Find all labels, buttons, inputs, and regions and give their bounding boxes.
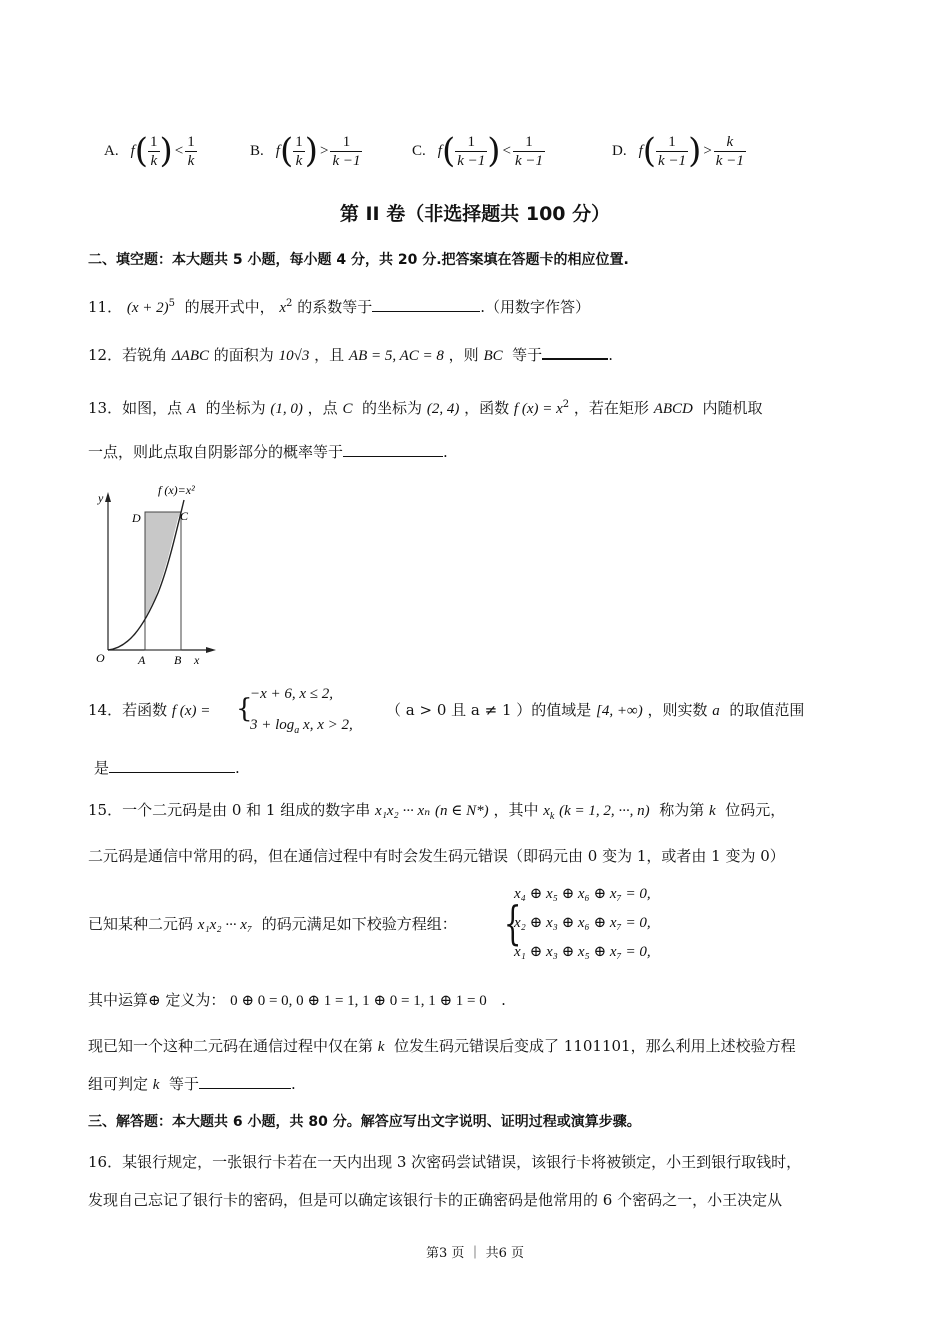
option-op: < (502, 142, 511, 159)
math-expr: [4, +∞) (596, 703, 643, 719)
math-expr: (2, 4) (426, 401, 460, 417)
math-exponent: 2 (286, 298, 293, 309)
question-text: . (501, 991, 506, 1009)
question-13-line2 (88, 442, 448, 462)
question-text: 的码元满足如下校验方程组： (261, 915, 457, 933)
question-text: 的面积为 (213, 346, 274, 364)
question-text: 的展开式中， (184, 298, 275, 316)
math-subscript: k (549, 811, 555, 822)
frac-den: k (187, 152, 195, 169)
frac-num: 1 (295, 133, 303, 150)
label-y: y (98, 491, 104, 505)
question-text: . (443, 443, 448, 461)
question-text: ，其中 (493, 801, 539, 819)
question-text: ，若在矩形 (573, 399, 649, 417)
question-13-line1 (88, 395, 762, 419)
math-var: x (279, 300, 287, 316)
question-16-line2: 发现自己忘记了银行卡的密码，但是可以确定该银行卡的正确密码是他常用的 6 个密码之一，小王决定从 (88, 1191, 783, 1209)
label-c: C (180, 509, 189, 523)
math-expr: (1, 0) (270, 401, 303, 417)
math-expr: 0 ⊕ 0 = 0, 0 ⊕ 1 = 1, 1 ⊕ 0 = 1, 1 ⊕ 1 = 0 (230, 993, 487, 1009)
question-11 (88, 294, 590, 318)
figure-parabola-rectangle (88, 478, 228, 670)
question-text: . (235, 759, 240, 777)
question-text: ，函数 (464, 399, 510, 417)
x-axis-arrow (206, 647, 216, 653)
label-o: O (96, 651, 105, 665)
question-text: 内随机取 (702, 399, 763, 417)
question-text: （ a > 0 且 a ≠ 1 ）的值域是 (386, 701, 592, 719)
frac-den: k −1 (658, 152, 687, 169)
math-exponent: 2 (562, 399, 570, 410)
question-16-line1: 16．某银行规定，一张银行卡若在一天内出现 3 次密码尝试错误，该银行卡将被锁定，小王到银行取钱时， (88, 1153, 802, 1171)
option-label: C. (412, 142, 426, 159)
option-arg-fraction (656, 133, 688, 170)
math-expr: AB = 5, AC = 8 (348, 348, 444, 364)
option-op: > (703, 142, 712, 159)
frac-den: k −1 (514, 152, 543, 169)
option-rhs-fraction (513, 133, 545, 170)
frac-num: 1 (150, 133, 158, 150)
math-expr: x, x > 2, (299, 717, 353, 733)
question-text: 现已知一个这种二元码在通信过程中仅在第 (88, 1037, 374, 1055)
question-12 (88, 344, 613, 366)
answer-blank[interactable] (542, 344, 608, 360)
question-number: 11． (88, 298, 123, 316)
math-var: a (712, 703, 720, 719)
option-rhs-fraction (714, 133, 746, 170)
label-d: D (132, 511, 141, 525)
question-14-start (88, 700, 210, 721)
question-text: 是 (94, 759, 110, 777)
math-var: A (186, 401, 197, 417)
option-func: f (638, 142, 643, 159)
option-func: f (130, 142, 135, 159)
option-arg-fraction (293, 133, 305, 170)
option-rhs-fraction (185, 133, 197, 170)
question-text: ，且 (314, 346, 345, 364)
math-var: BC (483, 348, 503, 364)
func-label: f (x)=x² (158, 483, 195, 497)
math-var: x (543, 803, 550, 819)
question-text: 的坐标为 (205, 399, 266, 417)
label-a: A (138, 653, 146, 667)
question-15-line1 (88, 800, 785, 827)
question-text: .（用数字作答） (480, 298, 590, 316)
question-text: 等于 (169, 1075, 200, 1093)
piecewise-case-1: −x + 6, x ≤ 2, (250, 686, 334, 702)
option-arg-fraction (455, 133, 487, 170)
question-text: 其中运算⊕ 定义为： (88, 991, 226, 1009)
option-label: B. (250, 142, 264, 159)
math-exponent: 5 (168, 298, 176, 309)
question-text: 的取值范围 (729, 701, 805, 719)
math-expr: x₁x₂ ··· x₇ (197, 917, 253, 933)
question-text: 称为第 (659, 801, 705, 819)
option-b: B. f ( $\frac{1}{k}$ ) > $\frac{1}{k -1}$ (250, 131, 361, 171)
math-expr: (x + 2) (126, 300, 169, 316)
section-heading: 三、解答题：本大题共 6 小题，共 80 分。解答应写出文字说明、证明过程或演算步骤。 (88, 1114, 641, 1130)
frac-num: 1 (330, 133, 362, 152)
label-b: B (174, 653, 182, 667)
y-axis-arrow (105, 492, 111, 502)
question-text: 组可判定 (88, 1075, 149, 1093)
system-brace: { (503, 896, 522, 950)
question-text: 位码元， (725, 801, 786, 819)
math-expr: f (x) = (171, 703, 211, 719)
question-text: ，点 (307, 399, 338, 417)
label-x: x (194, 653, 200, 667)
question-text: 的坐标为 (362, 399, 423, 417)
answer-blank[interactable] (109, 758, 235, 773)
frac-num: k (714, 133, 746, 152)
option-d: D. f ( $\frac{1}{k -1}$ ) > $\frac{k}{k -1}$ (612, 131, 744, 171)
frac-den: k (150, 152, 158, 169)
equation-3: x₁ ⊕ x₃ ⊕ x₅ ⊕ x₇ = 0, (514, 944, 651, 960)
question-text: ，则 (448, 346, 479, 364)
question-14-rest (386, 700, 804, 721)
answer-blank[interactable] (343, 442, 443, 457)
math-expr: 10√3 (278, 348, 310, 364)
question-text: ，则实数 (647, 701, 708, 719)
question-text: 的系数等于 (297, 298, 373, 316)
section-title: 第 II 卷（非选择题共 100 分） (339, 203, 611, 225)
frac-num: 1 (513, 133, 545, 152)
option-arg-fraction (148, 133, 160, 170)
equation-1: x₄ ⊕ x₅ ⊕ x₆ ⊕ x₇ = 0, (514, 886, 651, 902)
question-text: . (291, 1075, 296, 1093)
question-text: 14．若函数 (88, 701, 168, 719)
option-op: > (319, 142, 329, 159)
math-expr: (n ∈ N*) (435, 803, 489, 819)
option-a: A. f ( $\frac{1}{k}$ ) < $\frac{1}{k}$ (104, 131, 195, 171)
math-expr: 3 + log (250, 717, 295, 733)
question-15-line5 (88, 1036, 796, 1057)
section-heading: 二、填空题：本大题共 5 小题，每小题 4 分，共 20 分.把答案填在答题卡的相应位置. (88, 252, 629, 268)
frac-num: 1 (455, 133, 487, 152)
math-var: ABCD (653, 401, 693, 417)
option-func: f (275, 142, 280, 159)
frac-den: k (295, 152, 303, 169)
frac-den: k −1 (457, 152, 486, 169)
question-14-line2 (94, 758, 240, 778)
option-label: D. (612, 142, 627, 159)
question-15-line6 (88, 1074, 296, 1095)
math-var: k (709, 803, 716, 819)
question-text: 等于 (512, 346, 543, 364)
option-func: f (437, 142, 442, 159)
math-var: C (342, 401, 353, 417)
frac-den: k −1 (332, 152, 361, 169)
question-text: . (608, 346, 613, 364)
math-var: k (152, 1077, 160, 1093)
option-rhs-fraction (330, 133, 362, 170)
question-15-line4 (88, 990, 506, 1011)
math-expr: ΔABC (171, 348, 210, 364)
question-text: 12．若锐角 (88, 346, 168, 364)
question-text: 已知某种二元码 (88, 915, 194, 933)
option-op: < (174, 142, 184, 159)
equation-2: x₂ ⊕ x₃ ⊕ x₆ ⊕ x₇ = 0, (514, 915, 651, 931)
frac-den: k −1 (715, 152, 744, 169)
math-expr: (k = 1, 2, ···, n) (559, 803, 650, 819)
frac-num: 1 (656, 133, 688, 152)
option-label: A. (104, 142, 119, 159)
question-15-line3 (88, 914, 457, 935)
math-expr: x₁x₂ ··· xₙ (375, 803, 431, 819)
frac-num: 1 (187, 133, 195, 150)
piecewise-brace: { (236, 694, 253, 724)
question-15-line2: 二元码是通信中常用的码，但在通信过程中有时会发生码元错误（即码元由 0 变为 1，或者由 1 变为 0） (88, 847, 785, 865)
math-expr: f (x) = x (513, 401, 563, 417)
question-text: 13．如图，点 (88, 399, 183, 417)
shaded-region (145, 512, 181, 618)
question-text: 一点，则此点取自阴影部分的概率等于 (88, 443, 344, 461)
question-text: 15．一个二元码是由 0 和 1 组成的数字串 (88, 801, 371, 819)
math-subscript: a (294, 725, 300, 736)
answer-blank[interactable] (199, 1074, 291, 1089)
answer-blank[interactable] (372, 297, 480, 312)
math-var: k (377, 1039, 385, 1055)
page-footer: 第3 页 ｜ 共6 页 (425, 1246, 525, 1261)
piecewise-case-2 (250, 715, 353, 741)
option-c: C. f ( $\frac{1}{k -1}$ ) < $\frac{1}{k -1}$ (412, 131, 543, 171)
question-text: 位发生码元错误后变成了 1101101，那么利用上述校验方程 (394, 1037, 796, 1055)
